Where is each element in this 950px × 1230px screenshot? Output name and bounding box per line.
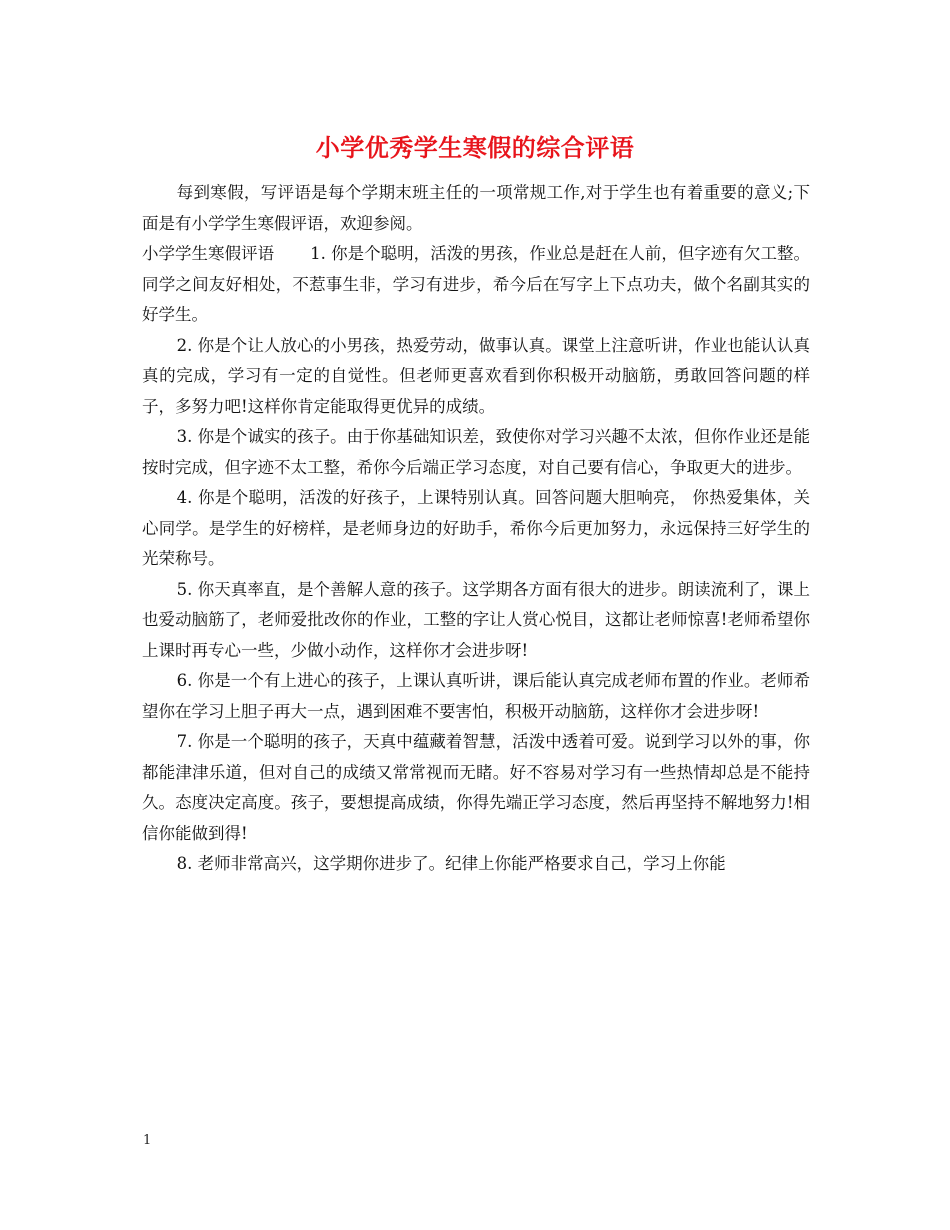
item-5: 5. 你天真率直，是个善解人意的孩子。这学期各方面有很大的进步。朗读流利了，课上也爱动脑筋了，老师爱批改你的作业，工整的字让人赏心悦目，这都让老师惊喜!老师希望你上课时再专心一些，少做小动作，这样你才会进步呀! (142, 579, 810, 660)
section-heading: 小学学生寒假评语 (142, 244, 275, 263)
intro-paragraph: 每到寒假，写评语是每个学期末班主任的一项常规工作,对于学生也有着重要的意义;下面是有小学学生寒假评语，欢迎参阅。 (142, 183, 810, 233)
document-title: 小学优秀学生寒假的综合评语 (315, 133, 635, 162)
page-number: 1 (143, 1133, 152, 1148)
item-7: 7. 你是一个聪明的孩子，天真中蕴藏着智慧，活泼中透着可爱。说到学习以外的事，你都能津津乐道，但对自己的成绩又常常视而无睹。好不容易对学习有一些热情却总是不能持久。态度决定高度。孩子，要想提高成绩，你得先端正学习态度，然后再坚持不解地努力!相信你能做到得! (142, 732, 810, 843)
item-3: 3. 你是个诚实的孩子。由于你基础知识差，致使你对学习兴趣不太浓，但你作业还是能按时完成，但字迹不太工整，希你今后端正学习态度，对自己要有信心，争取更大的进步。 (142, 427, 810, 477)
first-item-paragraph (142, 239, 810, 331)
item-6: 6. 你是一个有上进心的孩子，上课认真听讲，课后能认真完成老师布置的作业。老师希望你在学习上胆子再大一点，遇到困难不要害怕，积极开动脑筋，这样你才会进步呀! (142, 671, 810, 721)
item-2: 2. 你是个让人放心的小男孩，热爱劳动，做事认真。课堂上注意听讲，作业也能认认真真的完成，学习有一定的自觉性。但老师更喜欢看到你积极开动脑筋，勇敢回答问题的样子，多努力吧!这样你肯定能取得更优异的成绩。 (142, 335, 810, 416)
item-8: 8. 老师非常高兴，这学期你进步了。纪律上你能严格要求自己，学习上你能 (176, 854, 726, 873)
item-1: 1. 你是个聪明，活泼的男孩，作业总是赶在人前，但字迹有欠工整。同学之间友好相处，不惹事生非，学习有进步，希今后在写字上下点功夫，做个名副其实的好学生。 (142, 244, 810, 324)
document-body (142, 178, 810, 880)
item-4: 4. 你是个聪明，活泼的好孩子，上课特别认真。回答问题大胆响亮， 你热爱集体，关心同学。是学生的好榜样，是老师身边的好助手，希你今后更加努力，永远保持三好学生的光荣称号。 (142, 488, 810, 568)
